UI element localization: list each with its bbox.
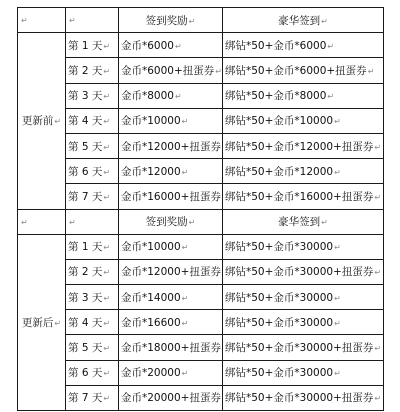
luxury-cell: 绑钻*50+金币*12000+扭蛋券↵ bbox=[223, 133, 384, 158]
reward-cell: 金币*6000↵ bbox=[119, 33, 223, 58]
day-cell: 第 6 天↵ bbox=[66, 159, 119, 184]
day-cell: 第 4 天↵ bbox=[66, 108, 119, 133]
luxury-cell: 绑钻*50+金币*10000↵ bbox=[223, 108, 384, 133]
luxury-cell: 绑钻*50+金币*30000+扭蛋券↵ bbox=[223, 259, 384, 284]
empty-header-cell bbox=[18, 8, 66, 33]
table-row bbox=[18, 310, 384, 335]
paragraph-mark: ↵ bbox=[69, 16, 76, 26]
paragraph-mark: ↵ bbox=[69, 217, 76, 227]
reward-cell: 金币*16600↵ bbox=[119, 310, 223, 335]
table-row bbox=[18, 33, 384, 58]
luxury-cell: 绑钻*50+金币*30000↵ bbox=[223, 310, 384, 335]
table-row bbox=[18, 159, 384, 184]
table-row bbox=[18, 58, 384, 83]
section-label-after: 更新后↵ bbox=[18, 234, 66, 410]
day-cell: 第 3 天↵ bbox=[66, 83, 119, 108]
luxury-cell: 绑钻*50+金币*8000↵ bbox=[223, 83, 384, 108]
luxury-cell: 绑钻*50+金币*16000+扭蛋券↵ bbox=[223, 184, 384, 209]
day-cell: 第 7 天↵ bbox=[66, 184, 119, 209]
paragraph-mark: ↵ bbox=[21, 217, 28, 227]
day-cell: 第 5 天↵ bbox=[66, 335, 119, 360]
reward-cell: 金币*12000+扭蛋券 bbox=[119, 259, 223, 284]
sign-in-reward-table bbox=[17, 7, 384, 411]
table-row bbox=[18, 184, 384, 209]
empty-header-cell bbox=[18, 209, 66, 234]
empty-header-cell bbox=[66, 209, 119, 234]
table-row bbox=[18, 234, 384, 259]
table-row bbox=[18, 83, 384, 108]
reward-cell: 金币*16000+扭蛋券 bbox=[119, 184, 223, 209]
header-luxury: 豪华签到↵ bbox=[223, 209, 384, 234]
reward-cell: 金币*12000↵ bbox=[119, 159, 223, 184]
table-row bbox=[18, 108, 384, 133]
reward-cell: 金币*12000+扭蛋券 bbox=[119, 133, 223, 158]
table-row bbox=[18, 335, 384, 360]
table-row bbox=[18, 360, 384, 385]
table-header-row bbox=[18, 8, 384, 33]
reward-cell: 金币*10000↵ bbox=[119, 108, 223, 133]
luxury-cell: 绑钻*50+金币*6000↵ bbox=[223, 33, 384, 58]
reward-cell: 金币*14000↵ bbox=[119, 285, 223, 310]
day-cell: 第 7 天↵ bbox=[66, 385, 119, 410]
day-cell: 第 2 天↵ bbox=[66, 58, 119, 83]
luxury-cell: 绑钻*50+金币*6000+扭蛋券↵ bbox=[223, 58, 384, 83]
luxury-cell: 绑钻*50+金币*30000↵ bbox=[223, 360, 384, 385]
day-cell: 第 1 天↵ bbox=[66, 234, 119, 259]
luxury-cell: 绑钻*50+金币*30000↵ bbox=[223, 285, 384, 310]
reward-cell: 金币*20000↵ bbox=[119, 360, 223, 385]
day-cell: 第 1 天↵ bbox=[66, 33, 119, 58]
luxury-cell: 绑钻*50+金币*12000↵ bbox=[223, 159, 384, 184]
luxury-cell: 绑钻*50+金币*30000↵ bbox=[223, 234, 384, 259]
day-cell: 第 2 天↵ bbox=[66, 259, 119, 284]
reward-cell: 金币*10000↵ bbox=[119, 234, 223, 259]
reward-cell: 金币*8000↵ bbox=[119, 83, 223, 108]
table-row bbox=[18, 259, 384, 284]
day-cell: 第 5 天↵ bbox=[66, 133, 119, 158]
day-cell: 第 3 天↵ bbox=[66, 285, 119, 310]
reward-cell: 金币*18000+扭蛋券 bbox=[119, 335, 223, 360]
header-luxury: 豪华签到↵ bbox=[223, 8, 384, 33]
section-label-before: 更新前↵ bbox=[18, 33, 66, 209]
table-row bbox=[18, 385, 384, 410]
day-cell: 第 4 天↵ bbox=[66, 310, 119, 335]
table-row bbox=[18, 133, 384, 158]
reward-cell: 金币*6000+扭蛋券↵ bbox=[119, 58, 223, 83]
day-cell: 第 6 天↵ bbox=[66, 360, 119, 385]
paragraph-mark: ↵ bbox=[21, 16, 28, 26]
table-row bbox=[18, 285, 384, 310]
empty-header-cell bbox=[66, 8, 119, 33]
luxury-cell: 绑钻*50+金币*30000+扭蛋券↵ bbox=[223, 335, 384, 360]
reward-cell: 金币*20000+扭蛋券 bbox=[119, 385, 223, 410]
table-header-row bbox=[18, 209, 384, 234]
header-reward: 签到奖励↵ bbox=[119, 8, 223, 33]
header-reward: 签到奖励↵ bbox=[119, 209, 223, 234]
luxury-cell: 绑钻*50+金币*30000+扭蛋券↵ bbox=[223, 385, 384, 410]
